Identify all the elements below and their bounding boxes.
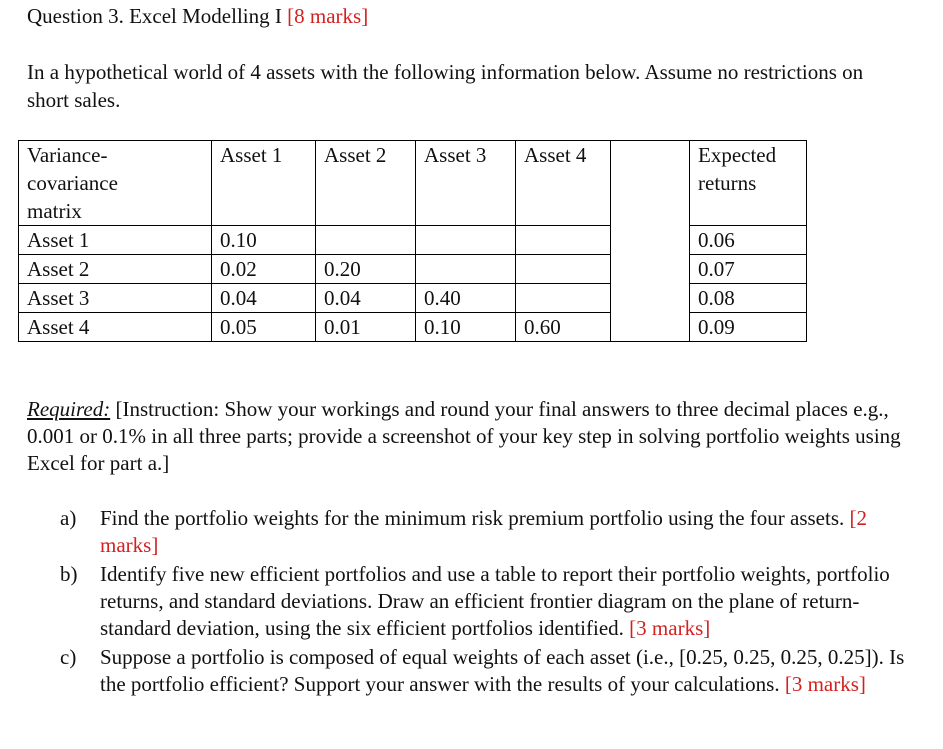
header-asset4: Asset 4 (516, 141, 611, 226)
spacer-cell (611, 226, 690, 255)
expected-return-cell: 0.07 (690, 255, 807, 284)
cell: 0.40 (416, 284, 516, 313)
header-asset3: Asset 3 (416, 141, 516, 226)
cell: 0.02 (212, 255, 316, 284)
row-label: Asset 1 (19, 226, 212, 255)
cell: 0.04 (212, 284, 316, 313)
intro-paragraph: In a hypothetical world of 4 assets with the following information below. Assume no restrictions on short sales. (27, 60, 864, 112)
header-er-line: Expected (698, 143, 777, 167)
part-marker: c) (60, 645, 77, 669)
table-row (19, 313, 807, 342)
cell (416, 226, 516, 255)
cell: 0.05 (212, 313, 316, 342)
variance-covariance-table (18, 140, 807, 342)
header-label-line: Variance- (27, 143, 108, 167)
spacer-cell (611, 255, 690, 284)
row-label: Asset 2 (19, 255, 212, 284)
cell (316, 226, 416, 255)
table-row (19, 226, 807, 255)
required-label: Required: (27, 397, 111, 421)
row-label: Asset 3 (19, 284, 212, 313)
part-marker: a) (60, 506, 77, 530)
spacer-cell (611, 313, 690, 342)
cell: 0.10 (212, 226, 316, 255)
expected-return-cell: 0.06 (690, 226, 807, 255)
row-label: Asset 4 (19, 313, 212, 342)
cell (516, 226, 611, 255)
header-asset1: Asset 1 (212, 141, 316, 226)
required-text: [Instruction: Show your workings and round your final answers to three decimal places e.g., 0.001 or 0.1% in all three parts; provide a screenshot of your key step in solving portfolio weights using Excel for part a.] (27, 397, 901, 475)
spacer-cell (611, 284, 690, 313)
part-marker: b) (60, 562, 78, 586)
cell: 0.60 (516, 313, 611, 342)
header-asset2: Asset 2 (316, 141, 416, 226)
header-label-line: matrix (27, 199, 82, 223)
cell: 0.01 (316, 313, 416, 342)
cell: 0.10 (416, 313, 516, 342)
part-text: Find the portfolio weights for the minimum risk premium portfolio using the four assets. (100, 506, 850, 530)
title-text: Question 3. Excel Modelling I (27, 4, 288, 28)
list-item (60, 561, 930, 642)
expected-return-cell: 0.09 (690, 313, 807, 342)
part-marks: [3 marks] (629, 616, 711, 640)
expected-return-cell: 0.08 (690, 284, 807, 313)
table-row (19, 255, 807, 284)
table-row (19, 284, 807, 313)
header-label-line: covariance (27, 171, 118, 195)
question-parts-list (60, 505, 930, 700)
question-title (27, 2, 368, 30)
title-marks: [8 marks] (287, 4, 369, 28)
part-marks: [2 marks] (100, 506, 867, 557)
part-text: Suppose a portfolio is composed of equal weights of each asset (i.e., [0.25, 0.25, 0.25, 0.25]). Is the portfolio efficient? Support your answer with the results of your calculations. (100, 645, 905, 696)
cell (416, 255, 516, 284)
cell: 0.20 (316, 255, 416, 284)
header-label-cell (19, 141, 212, 226)
header-er-line: returns (698, 171, 757, 195)
required-paragraph (27, 396, 927, 477)
cell (516, 255, 611, 284)
cell: 0.04 (316, 284, 416, 313)
list-item (60, 505, 930, 559)
header-expected-returns (690, 141, 807, 226)
cell (516, 284, 611, 313)
list-item (60, 644, 930, 698)
table-header-row (19, 141, 807, 226)
spacer-cell (611, 141, 690, 226)
part-text: Identify five new efficient portfolios and use a table to report their portfolio weights, portfolio returns, and standard deviations. Draw an efficient frontier diagram on the plane of return-standard deviation, using the six efficient portfolios identified. (100, 562, 890, 640)
part-marks: [3 marks] (784, 672, 866, 696)
